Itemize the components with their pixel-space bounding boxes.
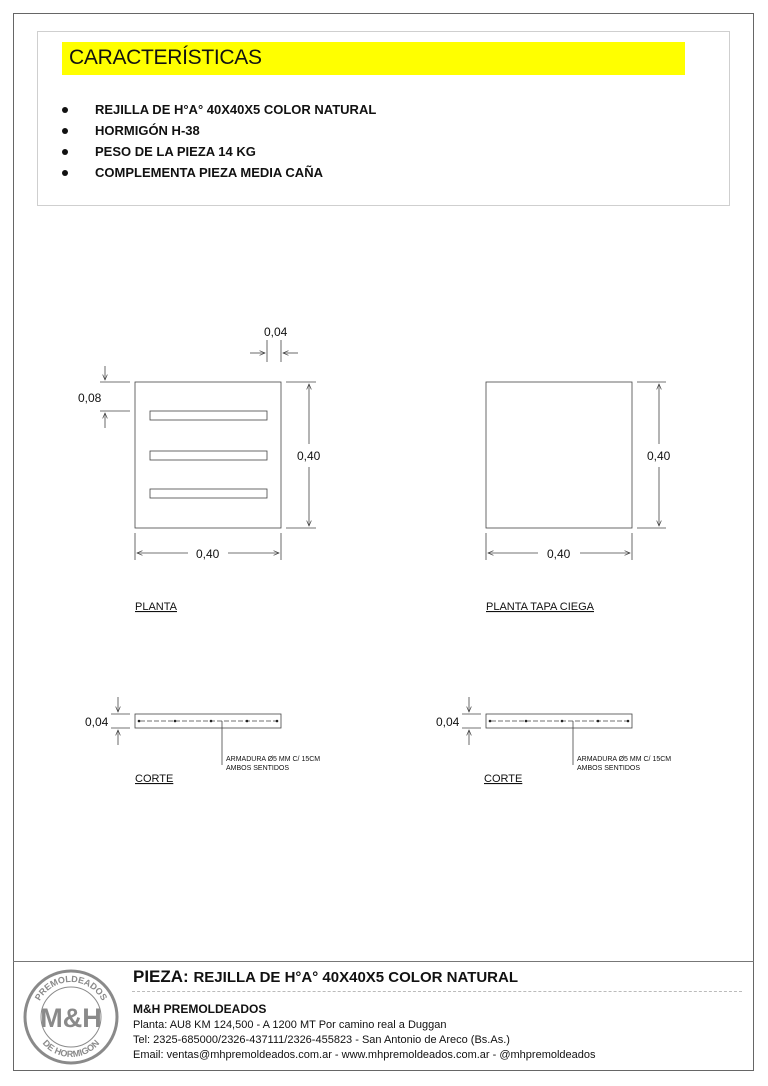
- planta-dim-left: 0,08: [78, 391, 102, 405]
- planta-slot: [150, 451, 267, 460]
- footer-divider: [13, 961, 754, 962]
- characteristics-title: CARACTERÍSTICAS: [69, 46, 262, 69]
- corte-2-note-1: ARMADURA Ø5 MM C/ 15CM: [577, 756, 672, 763]
- characteristic-item: PESO DE LA PIEZA 14 KG: [62, 141, 376, 162]
- corte-2-note-2: AMBOS SENTIDOS: [577, 765, 641, 772]
- planta-slot: [150, 489, 267, 498]
- company-address: Planta: AU8 KM 124,500 - A 1200 MT Por camino real a Duggan: [133, 1019, 447, 1031]
- company-name: M&H PREMOLDEADOS: [133, 1002, 267, 1016]
- corte-1-note-1: ARMADURA Ø5 MM C/ 15CM: [226, 756, 321, 763]
- corte-1-note-2: AMBOS SENTIDOS: [226, 765, 290, 772]
- footer-dashed-divider: [132, 991, 742, 992]
- planta-dim-right: 0,40: [297, 449, 321, 463]
- svg-text:PREMOLDEADOS: PREMOLDEADOS: [32, 973, 110, 1003]
- planta-slot: [150, 411, 267, 420]
- planta-label: PLANTA: [135, 601, 177, 613]
- corte-2-dim: 0,04: [436, 715, 460, 729]
- planta-outline: [135, 382, 281, 528]
- planta-tapa-label: PLANTA TAPA CIEGA: [486, 601, 595, 613]
- characteristic-item: COMPLEMENTA PIEZA MEDIA CAÑA: [62, 162, 376, 183]
- planta-tapa-dim-bottom: 0,40: [547, 547, 571, 561]
- planta-tapa-dim-right: 0,40: [647, 449, 671, 463]
- corte-2-label: CORTE: [484, 773, 523, 785]
- planta-dim-bottom: 0,40: [196, 547, 220, 561]
- corte-1-label: CORTE: [135, 773, 174, 785]
- characteristic-item: HORMIGÓN H-38: [62, 120, 376, 141]
- planta-dim-top: 0,04: [264, 325, 288, 339]
- piece-title: PIEZA: REJILLA DE H°A° 40X40X5 COLOR NATURAL: [133, 967, 519, 986]
- characteristic-item: REJILLA DE H°A° 40X40X5 COLOR NATURAL: [62, 99, 376, 120]
- corte-1-dim: 0,04: [85, 715, 109, 729]
- planta-tapa-outline: [486, 382, 632, 528]
- svg-text:DE HORMIGON: DE HORMIGON: [40, 1037, 102, 1060]
- company-logo: [22, 968, 120, 1066]
- company-contact: Email: ventas@mhpremoldeados.com.ar - www.mhpremoldeados.com.ar - @mhpremoldeados: [133, 1049, 596, 1061]
- svg-text:M&H: M&H: [40, 1003, 102, 1033]
- company-phones: Tel: 2325-685000/2326-437111/2326-455823 - San Antonio de Areco (Bs.As.): [133, 1034, 510, 1046]
